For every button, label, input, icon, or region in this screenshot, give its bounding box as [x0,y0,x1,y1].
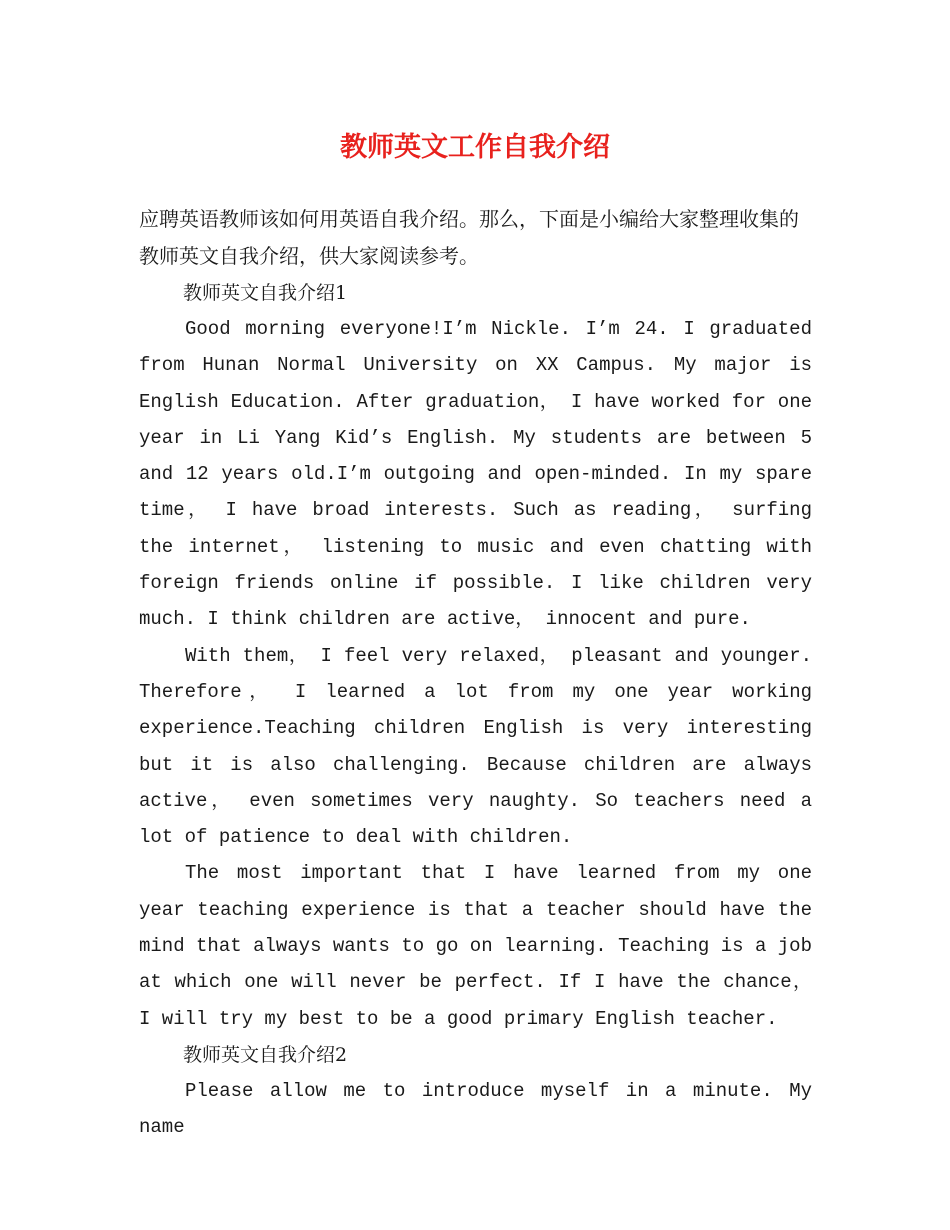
document-title: 教师英文工作自我介绍 [340,132,610,163]
section-heading-2: 教师英文自我介绍2 [183,1043,348,1066]
intro-paragraph: 应聘英语教师该如何用英语自我介绍。那么，下面是小编给大家整理收集的教师英文自我介绍，供大家阅读参考。 [139,207,799,268]
section-heading-1: 教师英文自我介绍1 [183,282,348,304]
body-paragraph: Good morning everyone!I’m Nickle. I’m 24. I graduated from Hunan Normal University on XX Campus. My major is English Education. After graduation， I have worked for one year in Li Yang Kid’s English. My students are between 5 and 12 years old.I’m outgoing and open-minded. In my spare time， I have broad interests. Such as reading， surfing the internet， listening to music and even chatting with foreign friends online if possible. I like children very much. I think children are active， innocent and pure. [139,318,812,631]
body-paragraph: Please allow me to introduce myself in a minute. My name [139,1079,812,1139]
body-paragraph: With them， I feel very relaxed， pleasant and younger. Therefore， I learned a lot from my one year working experience.Teaching children English is very interesting but it is also challenging. Because children are always active， even sometimes very naughty. So teachers need a lot of patience to deal with children. [139,644,812,849]
body-paragraph: The most important that I have learned from my one year teaching experience is that a teacher should have the mind that always wants to go on learning. Teaching is a job at which one will never be perfect. If I have the chance， I will try my best to be a good primary English teacher. [139,862,812,1030]
document-body [139,201,812,1146]
